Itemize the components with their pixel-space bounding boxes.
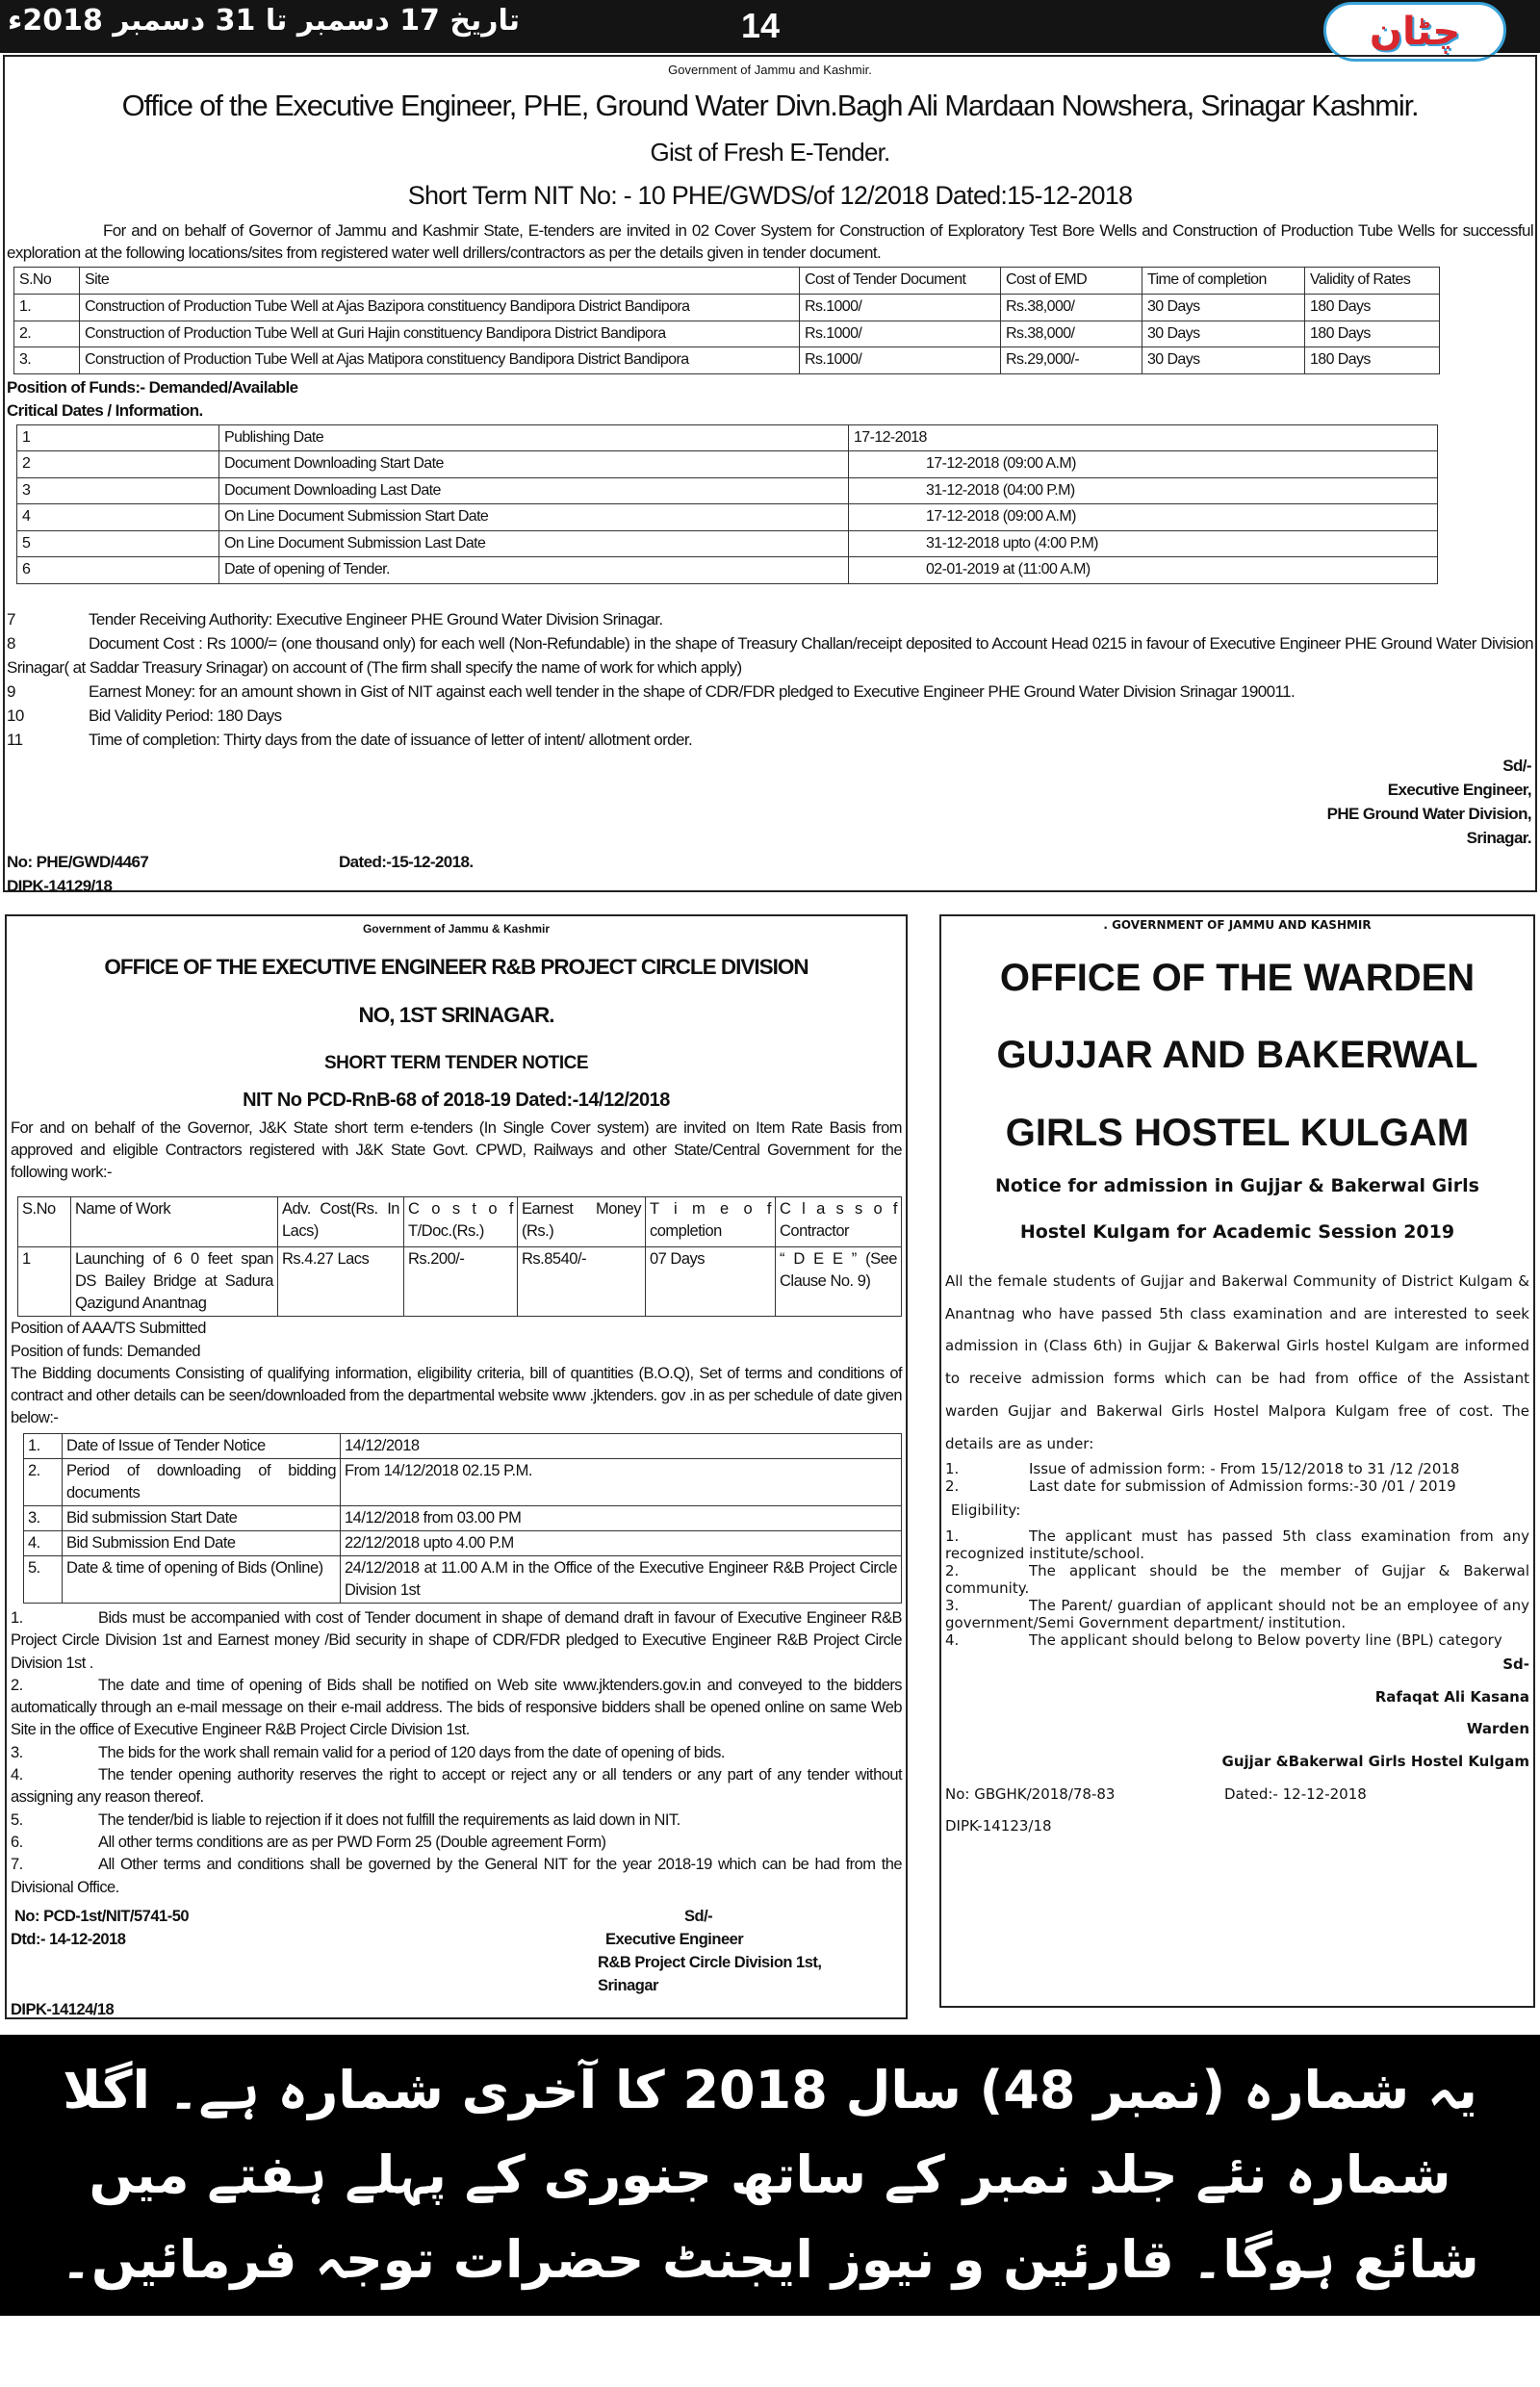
column-header: C o s t o f T/Doc.(Rs.): [404, 1197, 518, 1247]
table-cell: 1: [18, 1247, 71, 1317]
table-cell: 17-12-2018 (09:00 A.M): [849, 504, 1438, 531]
rnb-tender-notice: [5, 914, 908, 2019]
table-cell: 02-01-2019 at (11:00 A.M): [849, 557, 1438, 584]
table-cell: 2.: [24, 1459, 63, 1506]
table-header-row: [18, 1197, 902, 1247]
reference-number: No: PHE/GWD/4467: [7, 852, 149, 871]
item-number: 11: [7, 730, 23, 749]
table-cell: 5.: [24, 1556, 63, 1604]
list-item: [11, 1854, 902, 1899]
table-cell: Construction of Production Tube Well at Ajas Bazipora constituency Bandipora District Bandipora: [80, 295, 800, 321]
table-cell: Document Downloading Start Date: [219, 451, 849, 478]
list-item: [11, 1810, 902, 1832]
signature-title: Executive Engineer: [605, 1930, 744, 1948]
table-cell: On Line Document Submission Start Date: [219, 504, 849, 531]
table-cell: From 14/12/2018 02.15 P.M.: [341, 1459, 902, 1506]
reference-date: Dtd:- 14-12-2018: [11, 1930, 126, 1948]
column-header: Site: [80, 268, 800, 295]
list-item: [5, 680, 1535, 704]
table-cell: 1.: [14, 295, 80, 321]
table-row: [24, 1531, 902, 1556]
table-row: [17, 451, 1438, 478]
table-cell: 22/12/2018 upto 4.00 P.M: [341, 1531, 902, 1556]
notice-government-line: . GOVERNMENT OF JAMMU AND KASHMIR: [1103, 918, 1372, 932]
table-row: [17, 557, 1438, 584]
table-cell: Date of Issue of Tender Notice: [63, 1434, 341, 1459]
item-number: 10: [7, 706, 24, 725]
table-cell: 180 Days: [1305, 321, 1440, 347]
table-cell: Period of downloading of bidding documents: [63, 1459, 341, 1506]
notice-title-line-2: GUJJAR AND BAKERWAL: [996, 1034, 1478, 1076]
table-row: [14, 295, 1440, 321]
notice-title-line-1: OFFICE OF THE WARDEN: [999, 957, 1476, 999]
table-cell: 14/12/2018: [341, 1434, 902, 1459]
item-text: Document Cost : Rs 1000/= (one thousand only) for each well (Non-Refundable) in the shape of Treasury Challan/receipt deposited to Account Head 0215 in favour of Executive Engineer PHE Ground Water Division Srinagar( at Saddar Treasury Srinagar) on account of (The firm shall specify the name of work for which apply): [7, 633, 1533, 677]
table-row: [14, 347, 1440, 374]
item-number: 9: [7, 681, 15, 701]
table-cell: “ D E E ” (See Clause No. 9): [776, 1247, 902, 1317]
phe-tender-notice: [3, 55, 1537, 895]
list-item: [11, 1832, 902, 1854]
table-cell: 6: [17, 557, 219, 584]
table-cell: 30 Days: [1142, 295, 1305, 321]
list-item: [945, 1631, 1529, 1649]
list-item: [5, 631, 1535, 680]
column-header: C l a s s o f Contractor: [776, 1197, 902, 1247]
table-cell: Bid Submission End Date: [63, 1531, 341, 1556]
item-text: Time of completion: Thirty days from the date of issuance of letter of intent/ allotment order.: [89, 730, 693, 749]
table-row: [17, 477, 1438, 504]
list-item: [945, 1562, 1529, 1597]
reference-number: No: PCD-1st/NIT/5741-50: [14, 1907, 190, 1925]
signature-block: [5, 754, 1535, 850]
notice-nit-number: NIT No PCD-RnB-68 of 2018-19 Dated:-14/12/2018: [243, 1090, 670, 1111]
list-item: [11, 1742, 902, 1764]
table-cell: Rs.8540/-: [518, 1247, 646, 1317]
list-item: [11, 1675, 902, 1742]
table-row: [24, 1459, 902, 1506]
table-row: [14, 321, 1440, 347]
list-item: [945, 1527, 1529, 1562]
table-cell: 31-12-2018 (04:00 P.M): [849, 477, 1438, 504]
table-cell: 2: [17, 451, 219, 478]
table-row: [24, 1506, 902, 1531]
notice-subtitle: SHORT TERM TENDER NOTICE: [323, 1053, 589, 1073]
list-item: [5, 607, 1535, 631]
signature-place: Srinagar: [598, 1976, 658, 1994]
column-header: T i m e o f completion: [646, 1197, 776, 1247]
notice-government-line: Government of Jammu and Kashmir.: [668, 63, 872, 77]
table-cell: 1.: [24, 1434, 63, 1459]
item-text: The applicant should be the member of Gujjar & Bakerwal community.: [945, 1561, 1529, 1597]
table-cell: On Line Document Submission Last Date: [219, 530, 849, 557]
banner-line-1: یہ شمارہ (نمبر 48) سال 2018 کا آخری شمارہ ہے۔ اگلا: [63, 2060, 1477, 2120]
bidding-documents-text: The Bidding documents Consisting of qualifying information, eligibility criteria, bill of quantities (B.O.Q), Set of terms and conditions of contract and other details can be seen/downloaded from the departmental website www .jktenders. gov .in as per schedule of date given below:-: [11, 1365, 902, 1426]
table-cell: Launching of 6 0 feet span DS Bailey Bridge at Sadura Qazigund Anantnag: [71, 1247, 278, 1317]
signature-area: [11, 1905, 902, 2020]
table-cell: 1: [17, 424, 219, 451]
item-text: Last date for submission of Admission forms:-30 /01 / 2019: [1029, 1477, 1456, 1496]
admission-details-list: [945, 1460, 1529, 1495]
column-header: Cost of Tender Document: [800, 268, 1001, 295]
signature-block: [945, 1649, 1529, 1779]
logo-text: چٹان: [1369, 10, 1461, 54]
table-cell: 3.: [14, 347, 80, 374]
notice-nit-number: Short Term NIT No: - 10 PHE/GWDS/of 12/2018 Dated:15-12-2018: [407, 181, 1133, 210]
item-number: 3.: [945, 1596, 960, 1614]
item-number: 4.: [11, 1766, 23, 1784]
column-header: S.No: [14, 268, 80, 295]
dipk-number: DIPK-14123/18: [945, 1817, 1052, 1835]
table-cell: 4.: [24, 1531, 63, 1556]
item-number: 5.: [11, 1810, 23, 1829]
item-text: The applicant should belong to Below poverty line (BPL) category: [1029, 1630, 1502, 1649]
conditions-list: [5, 607, 1535, 752]
list-item: [5, 728, 1535, 752]
funds-position: Position of Funds:- Demanded/Available: [7, 377, 298, 397]
aaa-position: Position of AAA/TS Submitted: [11, 1320, 206, 1337]
table-row: [18, 1247, 902, 1317]
schedule-table: [23, 1433, 902, 1604]
table-row: [24, 1556, 902, 1604]
table-cell: Rs.38,000/: [1001, 295, 1142, 321]
signature-office: R&B Project Circle Division 1st,: [598, 1953, 822, 1971]
signature-line: Rafaqat Ali Kasana: [1374, 1687, 1529, 1706]
work-table: [17, 1196, 902, 1317]
column-header: Validity of Rates: [1305, 268, 1440, 295]
item-text: The tender opening authority reserves the right to accept or reject any or all tenders or any part of any tender without assigning any reason thereof.: [11, 1766, 902, 1807]
table-row: [17, 424, 1438, 451]
item-number: 8: [7, 633, 15, 653]
table-cell: Rs.38,000/: [1001, 321, 1142, 347]
table-cell: Rs.1000/: [800, 321, 1001, 347]
item-text: Earnest Money: for an amount shown in Gist of NIT against each well tender in the shape of CDR/FDR pledged to Executive Engineer PHE Ground Water Division Srinagar 190011.: [89, 681, 1296, 701]
notice-subtitle-line-2: Hostel Kulgam for Academic Session 2019: [1019, 1221, 1455, 1243]
reference-date: Dated:- 12-12-2018: [1224, 1784, 1367, 1803]
item-text: All other terms conditions are as per PWD Form 25 (Double agreement Form): [98, 1833, 606, 1851]
notice-title-line-1: OFFICE OF THE EXECUTIVE ENGINEER R&B PROJECT CIRCLE DIVISION: [104, 955, 808, 979]
table-cell: Rs.1000/: [800, 295, 1001, 321]
newspaper-logo: [1323, 2, 1506, 62]
list-item: [945, 1460, 1529, 1477]
item-number: 6.: [11, 1833, 23, 1851]
signature-sd: Sd/-: [684, 1907, 713, 1925]
item-number: 2.: [945, 1477, 960, 1496]
item-number: 1.: [11, 1609, 23, 1627]
conditions-list: [11, 1607, 902, 1899]
notice-title-line-2: NO, 1ST SRINAGAR.: [358, 1003, 554, 1027]
signature-line: Executive Engineer,: [1387, 780, 1531, 799]
banner-line-2: شمارہ نئے جلد نمبر کے ساتھ جنوری کے پہلے ہفتے میں: [89, 2144, 1451, 2205]
notice-intro: All the female students of Gujjar and Bakerwal Community of District Kulgam & Anantnag who have passed 5th class examination and are interested to seek admission in (Class 6th) in Gujjar & Bakerwal Girls hostel Kulgam are informed to receive admission forms which can be had from office of the Assistant warden Gujjar and Bakerwal Girls Hostel Malpora Kulgam free of cost. The details are as under:: [945, 1272, 1529, 1452]
table-cell: 30 Days: [1142, 347, 1305, 374]
table-cell: Rs.4.27 Lacs: [278, 1247, 404, 1317]
table-cell: Rs.1000/: [800, 347, 1001, 374]
table-cell: 5: [17, 530, 219, 557]
critical-dates-title: Critical Dates / Information.: [7, 400, 203, 420]
item-text: The applicant must has passed 5th class examination from any recognized institute/school.: [945, 1527, 1529, 1562]
page-number: 14: [741, 6, 781, 45]
banner-line-3: شائع ہوگا۔ قارئین و نیوز ایجنٹ حضرات توجہ فرمائیں۔ ادارہ: [61, 2229, 1479, 2374]
table-cell: Construction of Production Tube Well at Ajas Matipora constituency Bandipora District Bandipora: [80, 347, 800, 374]
item-text: All Other terms and conditions shall be governed by the General NIT for the year 2018-19 which can be had from the Divisional Office.: [11, 1856, 902, 1896]
item-number: 7: [7, 609, 15, 629]
column-header: Time of completion: [1142, 268, 1305, 295]
column-header: Adv. Cost(Rs. In Lacs): [278, 1197, 404, 1247]
table-cell: 07 Days: [646, 1247, 776, 1317]
table-cell: 17-12-2018: [849, 424, 1438, 451]
item-text: Bids must be accompanied with cost of Tender document in shape of demand draft in favour of Executive Engineer R&B Project Circle Division 1st and Earnest money /Bid security in shape of CDR/FDR pledged to Executive Engineer R&B Project Circle Division 1st .: [11, 1609, 902, 1672]
reference-line: [5, 850, 1535, 874]
table-cell: 2.: [14, 321, 80, 347]
signature-line: Gujjar &Bakerwal Girls Hostel Kulgam: [1221, 1753, 1529, 1771]
announcement-banner: [0, 2035, 1540, 2374]
table-cell: 3: [17, 477, 219, 504]
notice-title-line-3: GIRLS HOSTEL KULGAM: [1005, 1112, 1470, 1154]
notice-subtitle-line-1: Notice for admission in Gujjar & Bakerwal Girls: [995, 1175, 1479, 1196]
notice-government-line: Government of Jammu & Kashmir: [362, 922, 551, 936]
list-item: [11, 1764, 902, 1810]
table-cell: 24/12/2018 at 11.00 A.M in the Office of the Executive Engineer R&B Project Circle Division 1st: [341, 1556, 902, 1604]
column-header: Earnest Money (Rs.): [518, 1197, 646, 1247]
notice-intro: For and on behalf of Governor of Jammu and Kashmir State, E-tenders are invited in 02 Cover System for Construction of Exploratory Test Bore Wells and Construction of Production Tube Wells for successful exploration at the following locations/sites from registered water well drillers/contractors as per the details given in tender document.: [7, 221, 1533, 262]
table-row: [24, 1434, 902, 1459]
table-cell: Date & time of opening of Bids (Online): [63, 1556, 341, 1604]
item-text: The date and time of opening of Bids shall be notified on Web site www.jktenders.gov.in and conveyed to the bidders automatically through an e-mail message on their e-mail address. The bids of responsive bidders shall be opened online on same Web Site in the office of Executive Engineer R&B Project Circle Division 1st.: [11, 1676, 902, 1739]
sites-table: [13, 267, 1440, 374]
page-header-bar: [0, 0, 1540, 53]
list-item: [945, 1597, 1529, 1631]
item-text: Bid Validity Period: 180 Days: [89, 706, 282, 725]
table-header-row: [14, 268, 1440, 295]
table-cell: Construction of Production Tube Well at Guri Hajin constituency Bandipora District Bandipora: [80, 321, 800, 347]
list-item: [11, 1607, 902, 1675]
item-number: 2.: [11, 1676, 23, 1694]
dipk-number: DIPK-14129/18: [7, 876, 113, 895]
signature-line: Sd-: [1502, 1655, 1529, 1673]
funds-position: Position of funds: Demanded: [11, 1343, 201, 1360]
reference-number: No: GBGHK/2018/78-83: [945, 1784, 1116, 1803]
hostel-admission-notice: [939, 914, 1535, 2008]
item-number: 1.: [945, 1460, 960, 1478]
table-cell: 14/12/2018 from 03.00 PM: [341, 1506, 902, 1531]
column-header: S.No: [18, 1197, 71, 1247]
item-number: 2.: [945, 1561, 960, 1579]
item-text: Tender Receiving Authority: Executive Engineer PHE Ground Water Division Srinagar.: [89, 609, 663, 629]
dipk-number: DIPK-14124/18: [11, 2000, 115, 2018]
column-header: Name of Work: [71, 1197, 278, 1247]
item-text: The bids for the work shall remain valid for a period of 120 days from the date of opening of bids.: [98, 1743, 725, 1761]
signature-line: Sd/-: [1502, 756, 1531, 775]
signature-line: PHE Ground Water Division,: [1326, 804, 1531, 823]
eligibility-title: Eligibility:: [951, 1502, 1021, 1520]
signature-line: Srinagar.: [1466, 828, 1531, 847]
item-text: The Parent/ guardian of applicant should not be an employee of any government/Semi Government department/ institution.: [945, 1596, 1529, 1631]
table-cell: 3.: [24, 1506, 63, 1531]
list-item: [945, 1477, 1529, 1495]
table-cell: Document Downloading Last Date: [219, 477, 849, 504]
reference-line: [945, 1779, 1529, 1811]
table-cell: 31-12-2018 upto (4:00 P.M): [849, 530, 1438, 557]
issue-date-urdu: تاریخ 17 دسمبر تا 31 دسمبر 2018ء: [8, 4, 521, 38]
table-cell: 30 Days: [1142, 321, 1305, 347]
notice-subtitle: Gist of Fresh E-Tender.: [650, 138, 890, 167]
item-number: 4.: [945, 1630, 960, 1649]
table-cell: Date of opening of Tender.: [219, 557, 849, 584]
table-cell: 4: [17, 504, 219, 531]
signature-line: Warden: [1466, 1720, 1529, 1738]
column-header: Cost of EMD: [1001, 268, 1142, 295]
item-text: Issue of admission form: - From 15/12/2018 to 31 /12 /2018: [1029, 1460, 1460, 1478]
notice-intro: For and on behalf of the Governor, J&K State short term e-tenders (In Single Cover system) are invited on Item Rate Basis from approved and eligible Contractors registered with J&K State Govt. CPWD, Railways and other State/Central Government for the following work:-: [11, 1119, 902, 1181]
item-number: 7.: [11, 1856, 23, 1874]
item-text: The tender/bid is liable to rejection if it does not fulfill the requirements as laid down in NIT.: [98, 1810, 680, 1829]
table-cell: Bid submission Start Date: [63, 1506, 341, 1531]
table-row: [17, 504, 1438, 531]
reference-date: Dated:-15-12-2018.: [339, 852, 474, 871]
table-cell: 17-12-2018 (09:00 A.M): [849, 451, 1438, 478]
table-cell: 180 Days: [1305, 295, 1440, 321]
table-cell: Rs.29,000/-: [1001, 347, 1142, 374]
critical-dates-table: [16, 424, 1438, 584]
item-number: 1.: [945, 1527, 960, 1545]
item-number: 3.: [11, 1743, 23, 1761]
table-cell: 180 Days: [1305, 347, 1440, 374]
table-cell: Rs.200/-: [404, 1247, 518, 1317]
table-cell: Publishing Date: [219, 424, 849, 451]
eligibility-list: [945, 1527, 1529, 1649]
notice-title: Office of the Executive Engineer, PHE, Ground Water Divn.Bagh Ali Mardaan Nowshera, Srinagar Kashmir.: [121, 89, 1419, 122]
table-row: [17, 530, 1438, 557]
list-item: [5, 704, 1535, 728]
